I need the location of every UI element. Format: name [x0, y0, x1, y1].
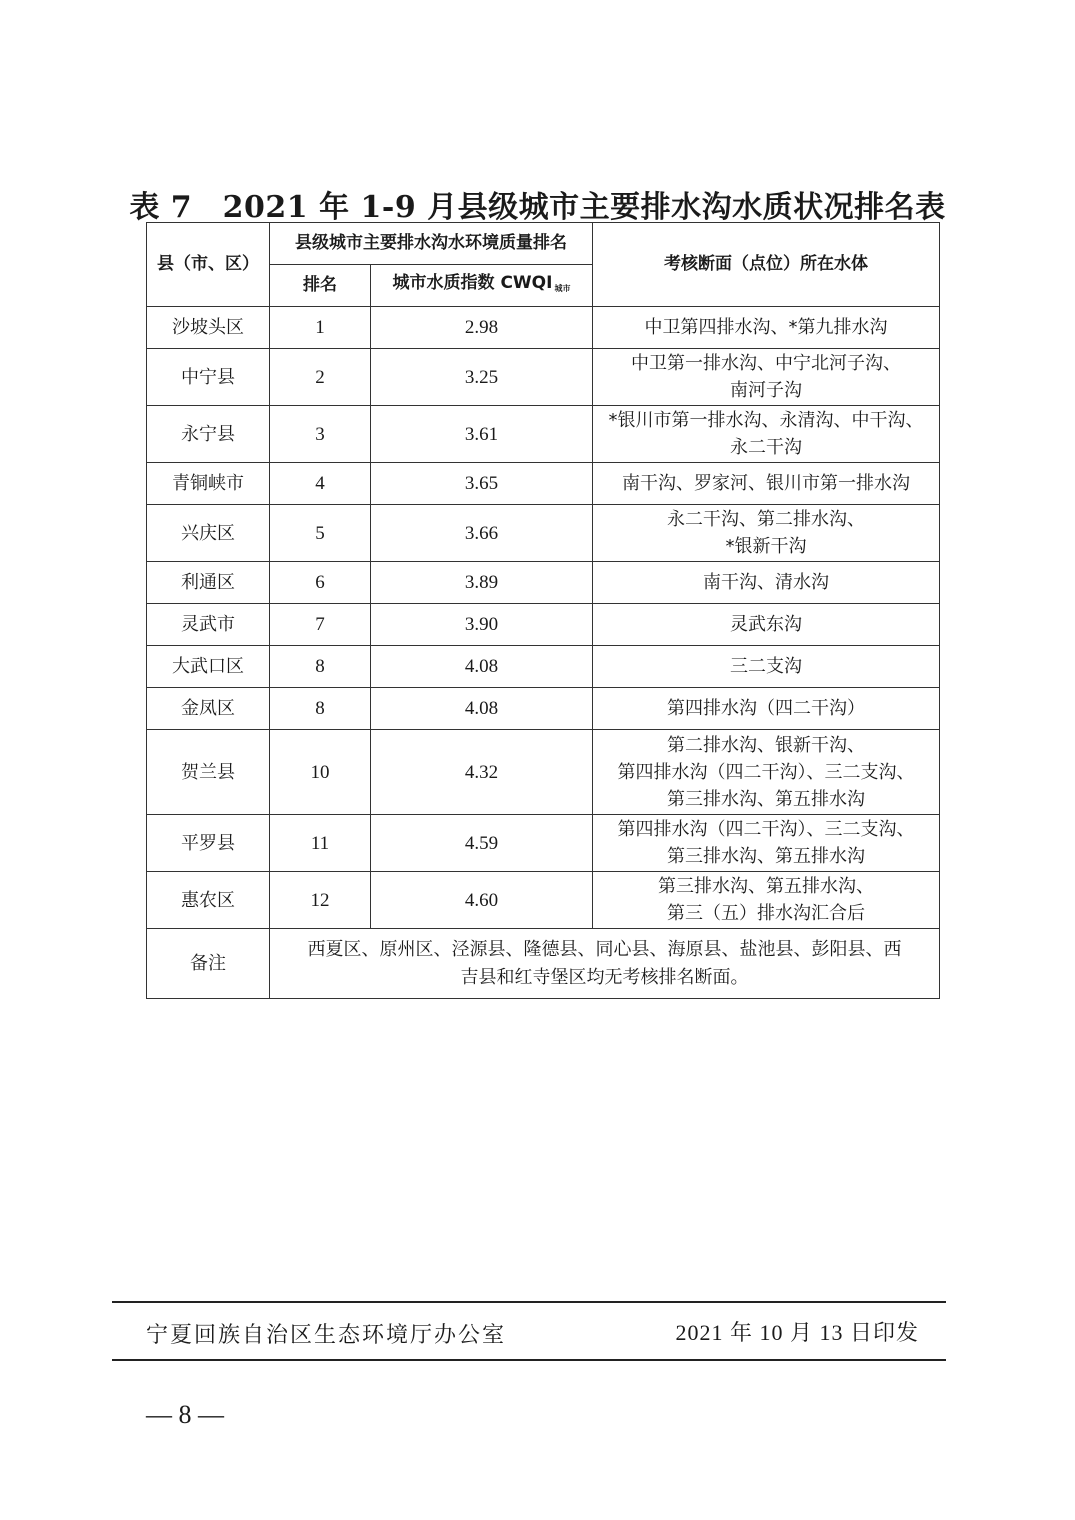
county-cell: 惠农区 — [147, 872, 270, 929]
footer-rule-top — [112, 1301, 946, 1303]
rank-cell: 8 — [270, 688, 371, 730]
ranking-table — [146, 222, 940, 999]
water-body-cell: 第三排水沟、第五排水沟、 第三（五）排水沟汇合后 — [593, 872, 940, 929]
header-rank: 排名 — [270, 265, 371, 307]
water-body-cell: 第二排水沟、银新干沟、 第四排水沟（四二干沟）、三二支沟、 第三排水沟、第五排水沟 — [593, 730, 940, 815]
county-cell: 利通区 — [147, 562, 270, 604]
header-index — [371, 265, 593, 307]
table-row — [147, 349, 940, 406]
rank-cell: 2 — [270, 349, 371, 406]
footer-rule-bottom — [112, 1359, 946, 1361]
cwqi-cell: 3.89 — [371, 562, 593, 604]
water-body-cell: 第四排水沟（四二干沟）、三二支沟、 第三排水沟、第五排水沟 — [593, 815, 940, 872]
cwqi-cell: 4.08 — [371, 688, 593, 730]
table-title: 表 7 2021 年 1-9 月县级城市主要排水沟水质状况排名表 — [129, 190, 946, 225]
header-group: 县级城市主要排水沟水环境质量排名 — [270, 223, 593, 265]
rank-cell: 5 — [270, 505, 371, 562]
table-row — [147, 307, 940, 349]
table-row — [147, 463, 940, 505]
header-county: 县（市、区） — [147, 223, 270, 307]
county-cell: 青铜峡市 — [147, 463, 270, 505]
county-cell: 平罗县 — [147, 815, 270, 872]
table-row — [147, 406, 940, 463]
water-body-cell: 南干沟、罗家河、银川市第一排水沟 — [593, 463, 940, 505]
header-water: 考核断面（点位）所在水体 — [593, 223, 940, 307]
cwqi-cell: 4.32 — [371, 730, 593, 815]
cwqi-cell: 3.66 — [371, 505, 593, 562]
rank-cell: 1 — [270, 307, 371, 349]
header-index-subscript: 城市 — [554, 283, 571, 293]
rank-cell: 11 — [270, 815, 371, 872]
water-body-cell: 三二支沟 — [593, 646, 940, 688]
county-cell: 兴庆区 — [147, 505, 270, 562]
county-cell: 中宁县 — [147, 349, 270, 406]
table-row — [147, 604, 940, 646]
rank-cell: 12 — [270, 872, 371, 929]
table-row — [147, 562, 940, 604]
rank-cell: 10 — [270, 730, 371, 815]
footer-issuer: 宁夏回族自治区生态环境厅办公室 — [146, 1323, 507, 1348]
water-body-cell: 南干沟、清水沟 — [593, 562, 940, 604]
note-text: 西夏区、原州区、泾源县、隆德县、同心县、海原县、盐池县、彭阳县、西 吉县和红寺堡区均无考核排名断面。 — [270, 929, 940, 999]
table-row — [147, 688, 940, 730]
table-row — [147, 646, 940, 688]
cwqi-cell: 4.59 — [371, 815, 593, 872]
ranking-table-body — [147, 223, 940, 999]
page-number: — 8 — — [146, 1400, 224, 1429]
footer-date: 2021 年 10 月 13 日印发 — [675, 1320, 919, 1345]
county-cell: 贺兰县 — [147, 730, 270, 815]
table-row — [147, 730, 940, 815]
cwqi-cell: 2.98 — [371, 307, 593, 349]
note-row — [147, 929, 940, 999]
table-row — [147, 505, 940, 562]
table-row — [147, 815, 940, 872]
cwqi-cell: 3.25 — [371, 349, 593, 406]
county-cell: 永宁县 — [147, 406, 270, 463]
water-body-cell: 中卫第四排水沟、*第九排水沟 — [593, 307, 940, 349]
note-label: 备注 — [147, 929, 270, 999]
cwqi-cell: 3.65 — [371, 463, 593, 505]
water-body-cell: 灵武东沟 — [593, 604, 940, 646]
county-cell: 沙坡头区 — [147, 307, 270, 349]
rank-cell: 4 — [270, 463, 371, 505]
water-body-cell: 中卫第一排水沟、中宁北河子沟、 南河子沟 — [593, 349, 940, 406]
rank-cell: 8 — [270, 646, 371, 688]
cwqi-cell: 3.90 — [371, 604, 593, 646]
water-body-cell: 永二干沟、第二排水沟、 *银新干沟 — [593, 505, 940, 562]
cwqi-cell: 4.60 — [371, 872, 593, 929]
table-row — [147, 872, 940, 929]
water-body-cell: 第四排水沟（四二干沟） — [593, 688, 940, 730]
water-body-cell: *银川市第一排水沟、永清沟、中干沟、 永二干沟 — [593, 406, 940, 463]
rank-cell: 6 — [270, 562, 371, 604]
cwqi-cell: 4.08 — [371, 646, 593, 688]
county-cell: 灵武市 — [147, 604, 270, 646]
header-index-label: 城市水质指数 CWQI — [392, 272, 553, 293]
cwqi-cell: 3.61 — [371, 406, 593, 463]
rank-cell: 3 — [270, 406, 371, 463]
rank-cell: 7 — [270, 604, 371, 646]
header-row-1 — [147, 223, 940, 265]
county-cell: 金凤区 — [147, 688, 270, 730]
county-cell: 大武口区 — [147, 646, 270, 688]
